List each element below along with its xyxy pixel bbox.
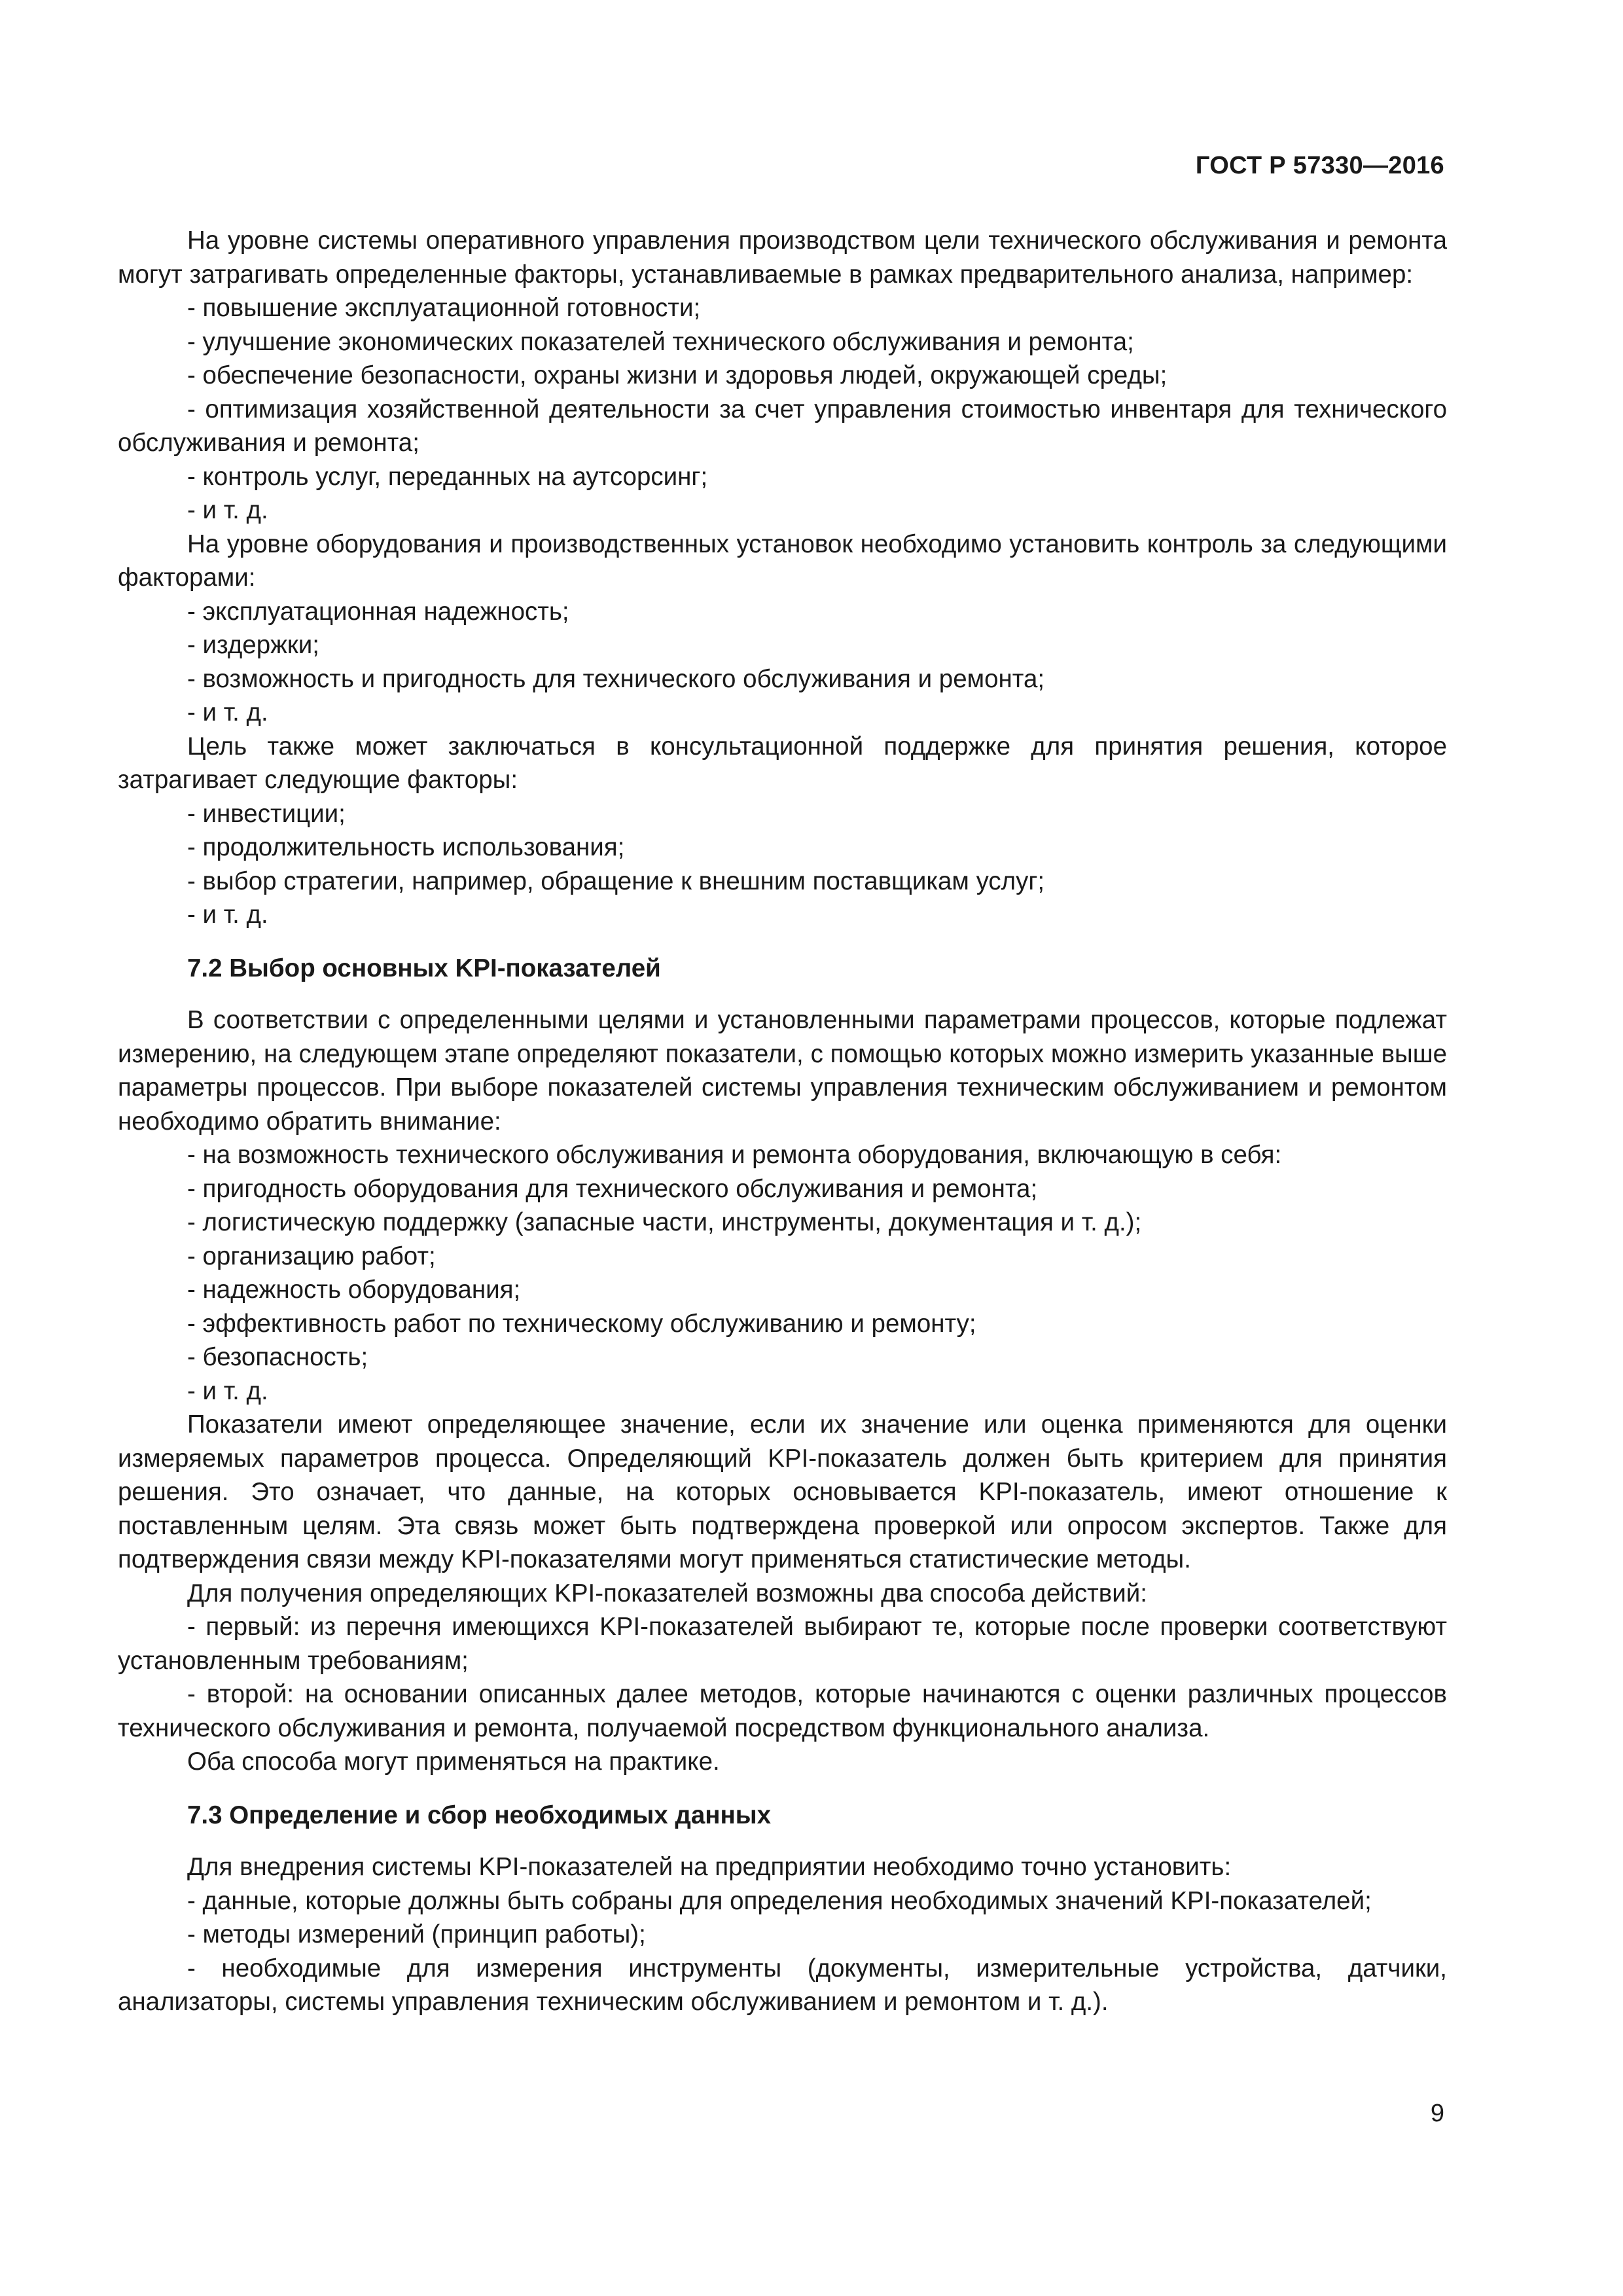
list-item: - и т. д. bbox=[187, 496, 268, 524]
list-item: - безопасность; bbox=[187, 1343, 368, 1371]
section-heading-7-3: 7.3 Определение и сбор необходимых данных bbox=[187, 1801, 772, 1829]
list-item: - организацию работ; bbox=[187, 1242, 436, 1270]
list-item: - пригодность оборудования для технического обслуживания и ремонта; bbox=[187, 1174, 1038, 1203]
list-item: - оптимизация хозяйственной деятельности за счет управления стоимостью инвентаря для технического обслуживания и ремонта; bbox=[118, 395, 1447, 457]
section-7-2-paragraph: Показатели имеют определяющее значение, если их значение или оценка применяются для оценки измеряемых параметров процесса. Определяющий KPI-показатель должен быть критерием для принятия решения. Это означает, что данные, на которых основывается KPI-показатель, имеют отношение к поставленным целям. Эта связь может быть подтверждена проверкой или опросом экспертов. Также для подтверждения связи между KPI-показателями могут применяться статистические методы. bbox=[118, 1410, 1447, 1573]
list-item: - первый: из перечня имеющихся KPI-показателей выбирают те, которые после проверки соответствуют установленным требованиям; bbox=[118, 1613, 1447, 1675]
list-item: - контроль услуг, переданных на аутсорсинг; bbox=[187, 462, 708, 491]
list-item: - обеспечение безопасности, охраны жизни и здоровья людей, окружающей среды; bbox=[187, 361, 1168, 389]
section-7-2-paragraph: В соответствии с определенными целями и установленными параметрами процессов, которые подлежат измерению, на следующем этапе определяют показатели, с помощью которых можно измерить указанные выше параметры процессов. При выборе показателей системы управления техническим обслуживанием и ремонтом необходимо обратить внимание: bbox=[118, 1006, 1447, 1136]
list-item: - логистическую поддержку (запасные части, инструменты, документация и т. д.); bbox=[187, 1208, 1142, 1236]
list-item: - данные, которые должны быть собраны для определения необходимых значений KPI-показателей; bbox=[187, 1886, 1372, 1915]
document-body bbox=[118, 224, 1447, 2019]
list-item: - инвестиции; bbox=[187, 799, 346, 828]
list-item: - издержки; bbox=[187, 631, 319, 659]
list-item: - необходимые для измерения инструменты (документы, измерительные устройства, датчики, анализаторы, системы управления техническим обслуживанием и ремонтом и т. д.). bbox=[118, 1954, 1447, 2016]
intro-paragraph: На уровне системы оперативного управления производством цели технического обслуживания и ремонта могут затрагивать определенные факторы, устанавливаемые в рамках предварительного анализа, например: bbox=[118, 226, 1447, 289]
page-number: 9 bbox=[1430, 2100, 1444, 2127]
equipment-paragraph: На уровне оборудования и производственных установок необходимо установить контроль за следующими факторами: bbox=[118, 529, 1447, 592]
section-heading-7-2: 7.2 Выбор основных KPI-показателей bbox=[187, 954, 661, 982]
list-item: - выбор стратегии, например, обращение к внешним поставщикам услуг; bbox=[187, 867, 1045, 895]
list-item: - эффективность работ по техническому обслуживанию и ремонту; bbox=[187, 1309, 976, 1338]
list-item: - второй: на основании описанных далее методов, которые начинаются с оценки различных процессов технического обслуживания и ремонта, получаемой посредством функционального анализа. bbox=[118, 1680, 1447, 1742]
list-item: - методы измерений (принцип работы); bbox=[187, 1920, 646, 1948]
list-item: - и т. д. bbox=[187, 1376, 268, 1405]
section-7-3-paragraph: Для внедрения системы KPI-показателей на предприятии необходимо точно установить: bbox=[187, 1853, 1232, 1881]
list-item: - на возможность технического обслуживания и ремонта оборудования, включающую в себя: bbox=[187, 1141, 1282, 1169]
section-7-2-paragraph: Оба способа могут применяться на практике. bbox=[187, 1748, 720, 1776]
list-item: - и т. д. bbox=[187, 698, 268, 726]
list-item: - повышение эксплуатационной готовности; bbox=[187, 294, 701, 322]
section-7-2-paragraph: Для получения определяющих KPI-показателей возможны два способа действий: bbox=[187, 1579, 1147, 1607]
list-item: - продолжительность использования; bbox=[187, 833, 625, 861]
list-item: - эксплуатационная надежность; bbox=[187, 597, 569, 626]
list-item: - улучшение экономических показателей технического обслуживания и ремонта; bbox=[187, 327, 1134, 356]
list-item: - возможность и пригодность для технического обслуживания и ремонта; bbox=[187, 664, 1045, 693]
list-item: - надежность оборудования; bbox=[187, 1276, 521, 1304]
list-item: - и т. д. bbox=[187, 901, 268, 929]
document-header-standard: ГОСТ Р 57330—2016 bbox=[1195, 152, 1444, 179]
consulting-paragraph: Цель также может заключаться в консультационной поддержке для принятия решения, которое затрагивает следующие факторы: bbox=[118, 732, 1447, 794]
